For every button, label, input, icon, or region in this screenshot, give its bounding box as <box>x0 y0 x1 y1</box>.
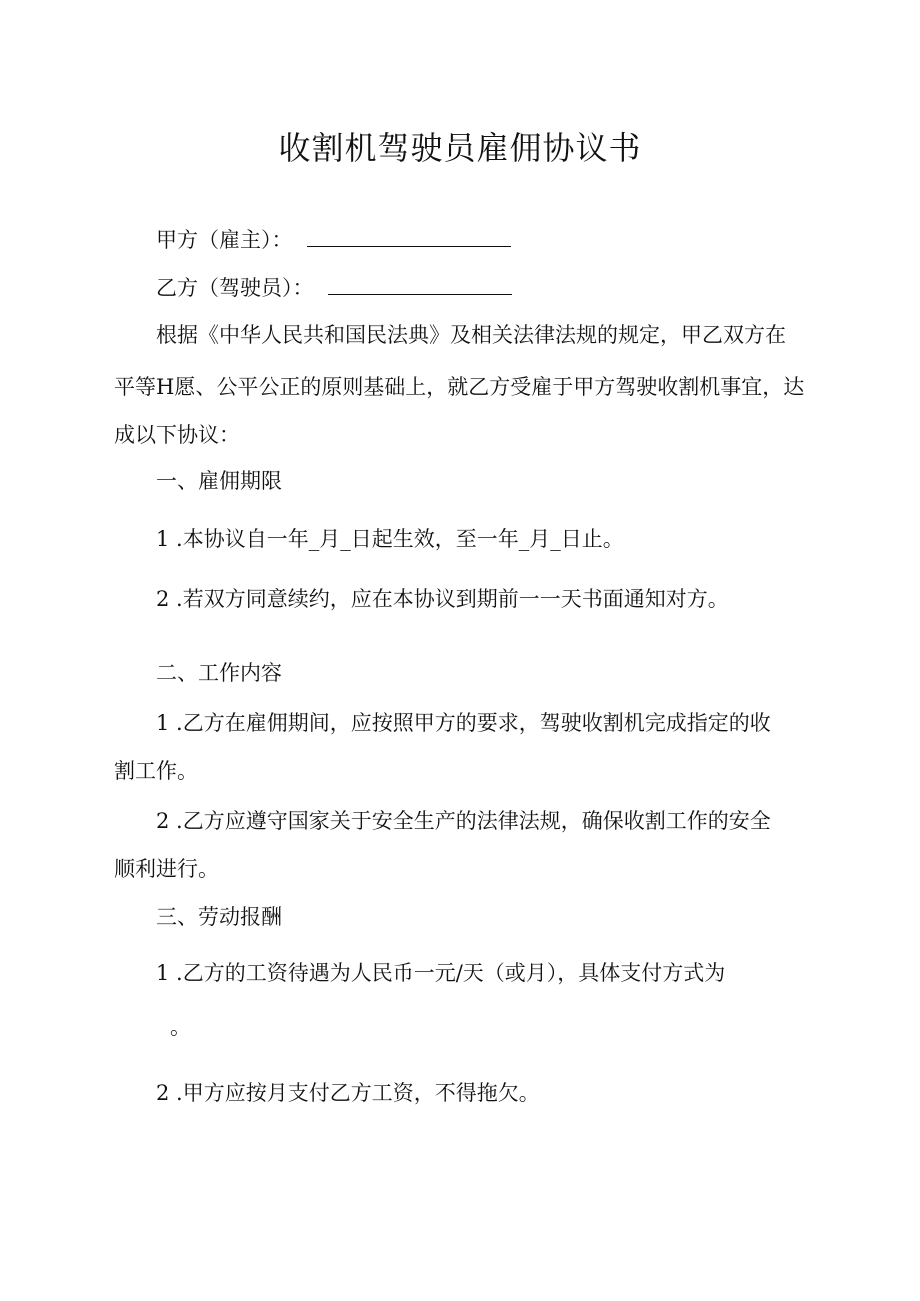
work-item-1-line-2: 割工作。 <box>114 759 198 783</box>
term-item-2: 2 .若双方同意续约，应在本协议到期前一一天书面通知对方。 <box>156 587 729 611</box>
work-item-2-line-1: 2 .乙方应遵守国家关于安全生产的法律法规，确保收割工作的安全 <box>156 809 771 833</box>
party-b-label: 乙方（驾驶员）： <box>156 276 314 300</box>
intro-line-3: 成以下协议： <box>114 423 240 447</box>
pay-item-1-line-2: 。 <box>170 1015 191 1039</box>
party-b-line <box>156 272 512 303</box>
pay-item-1-line-1: 1 .乙方的工资待遇为人民币一元/天（或月），具体支付方式为 <box>156 961 726 985</box>
document-title: 收割机驾驶员雇佣协议书 <box>278 129 642 167</box>
party-a-blank[interactable] <box>307 224 511 247</box>
section-heading-work: 二、工作内容 <box>156 661 282 685</box>
party-b-blank[interactable] <box>328 272 512 295</box>
party-a-label: 甲方（雇主）： <box>156 228 293 252</box>
party-a-line <box>156 224 511 255</box>
work-item-2-line-2: 顺利进行。 <box>114 857 219 881</box>
intro-line-1: 根据《中华人民共和国民法典》及相关法律法规的规定，甲乙双方在 <box>156 323 786 347</box>
section-heading-pay: 三、劳动报酬 <box>156 905 282 929</box>
intro-line-2: 平等H愿、公平公正的原则基础上，就乙方受雇于甲方驾驶收割机事宜，达 <box>114 375 805 399</box>
section-heading-term: 一、雇佣期限 <box>156 469 282 493</box>
work-item-1-line-1: 1 .乙方在雇佣期间，应按照甲方的要求，驾驶收割机完成指定的收 <box>156 711 771 735</box>
pay-item-2: 2 .甲方应按月支付乙方工资，不得拖欠。 <box>156 1081 540 1105</box>
term-item-1: 1 .本协议自一年_月_日起生效，至一年_月_日止。 <box>156 527 624 551</box>
